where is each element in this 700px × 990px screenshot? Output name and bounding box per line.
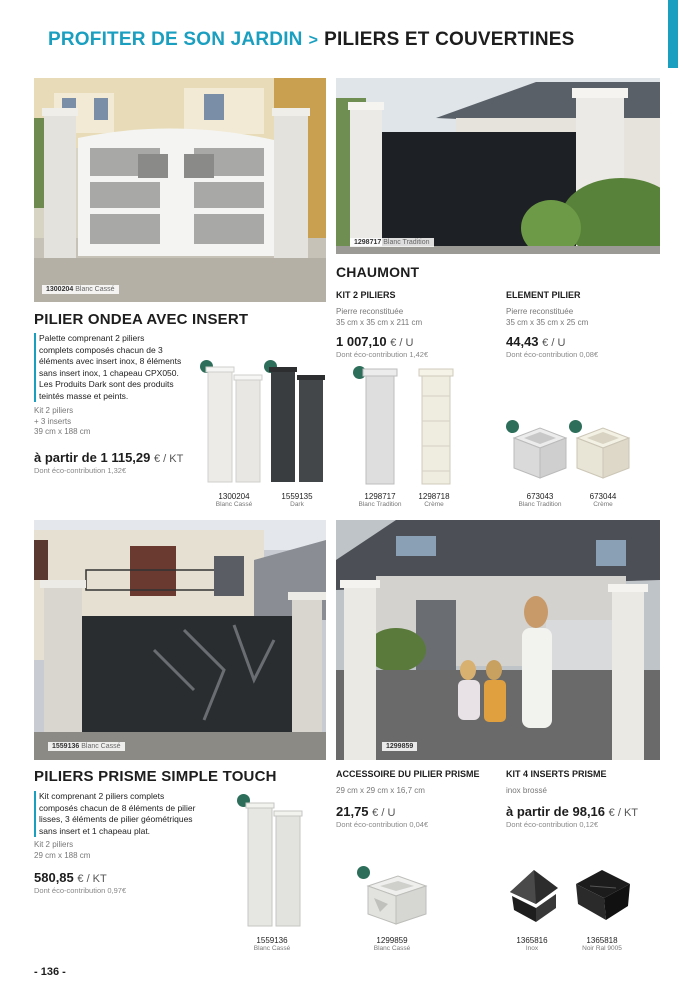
ref-1365818: 1365818 Noir Ral 9005 [582, 936, 622, 952]
element-pilier-price: 44,43 € / U [506, 334, 566, 349]
insert-noir-image [572, 864, 634, 926]
ondea-description: Palette comprenant 2 piliers complets composés chacun de 3 éléments avec insert inox, 8 éléments sans insert inox, 1 chapeau CPX050. Les Produits Dark sont des produits teintés masse et peints. [34, 333, 204, 402]
insert-inox [506, 864, 562, 926]
element-pilier-specs: Pierre reconstituée 35 cm x 35 cm x 25 cm [506, 307, 589, 327]
inserts-specs: inox brossé [506, 786, 547, 795]
prisme-price: 580,85 € / KT [34, 870, 107, 885]
prisme-title: PILIERS PRISME SIMPLE TOUCH [34, 768, 277, 785]
accessoire-specs: 29 cm x 29 cm x 16,7 cm [336, 786, 425, 795]
prisme-specs: Kit 2 piliers 29 cm x 188 cm [34, 840, 91, 860]
prisme-pillar-image [244, 800, 304, 928]
element-pilier-subtitle: ELEMENT PILIER [506, 290, 581, 300]
element-pilier-eco: Dont éco-contribution 0,08€ [506, 350, 599, 359]
chaumont-title: CHAUMONT [336, 264, 420, 280]
ondea-eco: Dont éco-contribution 1,32€ [34, 466, 127, 475]
photo-ref-tag: 1559136 Blanc Cassé [48, 742, 125, 751]
chaumont-pillars [362, 366, 458, 486]
prisme-pillars [244, 800, 304, 928]
dark-pillar-image [268, 364, 328, 484]
ondea-specs: Kit 2 piliers + 3 inserts 39 cm x 188 cm [34, 406, 91, 436]
inserts-price: à partir de 98,16 € / KT [506, 804, 638, 819]
accessoire-eco: Dont éco-contribution 0,04€ [336, 820, 429, 829]
accessoire-image [362, 872, 432, 928]
accessoire-subtitle: ACCESSOIRE DU PILIER PRISME [336, 769, 480, 779]
page-header [48, 29, 575, 51]
white-pillar-image [205, 364, 265, 484]
photo-ref-tag: 1300204 Blanc Cassé [42, 285, 119, 294]
chevron-right-icon: > [308, 32, 319, 49]
photo-ondea-gate [34, 78, 326, 302]
ondea-price: à partir de 1 115,29 € / KT [34, 450, 184, 465]
insert-inox-image [506, 864, 562, 926]
ondea-white-pillars [205, 364, 265, 484]
inserts-eco: Dont éco-contribution 0,12€ [506, 820, 599, 829]
accessoire-price: 21,75 € / U [336, 804, 396, 819]
prisme-gate-image [34, 520, 326, 760]
photo-ref-tag: 1299859 [382, 742, 417, 751]
prisme-description: Kit comprenant 2 piliers complets composés chacun de 8 éléments de pilier lisses, 3 éléments de pilier géométriques sans insert et 1 chapeau plat. [34, 791, 218, 837]
ref-673043: 673043 Blanc Tradition [518, 492, 562, 508]
accent-bar [668, 0, 678, 68]
element-creme-image [573, 424, 633, 482]
chaumont-kit-specs: Pierre reconstituée 35 cm x 35 cm x 211 cm [336, 307, 423, 327]
chaumont-gate-image [336, 78, 660, 254]
accessoire-product [362, 872, 432, 928]
ondea-gate-image [34, 78, 326, 302]
prisme-eco: Dont éco-contribution 0,97€ [34, 886, 127, 895]
family-gate-image [336, 520, 660, 760]
ondea-title: PILIER ONDEA AVEC INSERT [34, 311, 249, 328]
insert-noir [572, 864, 634, 926]
inserts-subtitle: KIT 4 INSERTS PRISME [506, 769, 607, 779]
chaumont-pillar-image [362, 366, 458, 486]
photo-ref-tag: 1298717 Blanc Tradition [350, 238, 434, 247]
photo-prisme-gate [34, 520, 326, 760]
element-white-image [510, 424, 570, 482]
page-title: PILIERS ET COUVERTINES [324, 29, 575, 50]
ref-1365816: 1365816 Inox [516, 936, 548, 952]
chaumont-kit-subtitle: KIT 2 PILIERS [336, 290, 396, 300]
chaumont-kit-price: 1 007,10 € / U [336, 334, 414, 349]
ref-1298717: 1298717 Blanc Tradition [358, 492, 402, 508]
element-pilier-white [510, 424, 570, 482]
ref-1300204: 1300204 Blanc Cassé [215, 492, 253, 508]
photo-prisme-accessoire [336, 520, 660, 760]
ref-1559136: 1559136 Blanc Cassé [253, 936, 291, 952]
ref-1299859: 1299859 Blanc Cassé [373, 936, 411, 952]
ondea-dark-pillars [268, 364, 328, 484]
section-title: PROFITER DE SON JARDIN [48, 29, 303, 50]
ref-1298718: 1298718 Crème [418, 492, 450, 508]
ref-1559135: 1559135 Dark [281, 492, 313, 508]
element-pilier-creme [573, 424, 633, 482]
page-number: - 136 - [34, 966, 66, 978]
photo-chaumont-gate [336, 78, 660, 254]
chaumont-kit-eco: Dont éco-contribution 1,42€ [336, 350, 429, 359]
ref-673044: 673044 Crème [589, 492, 617, 508]
